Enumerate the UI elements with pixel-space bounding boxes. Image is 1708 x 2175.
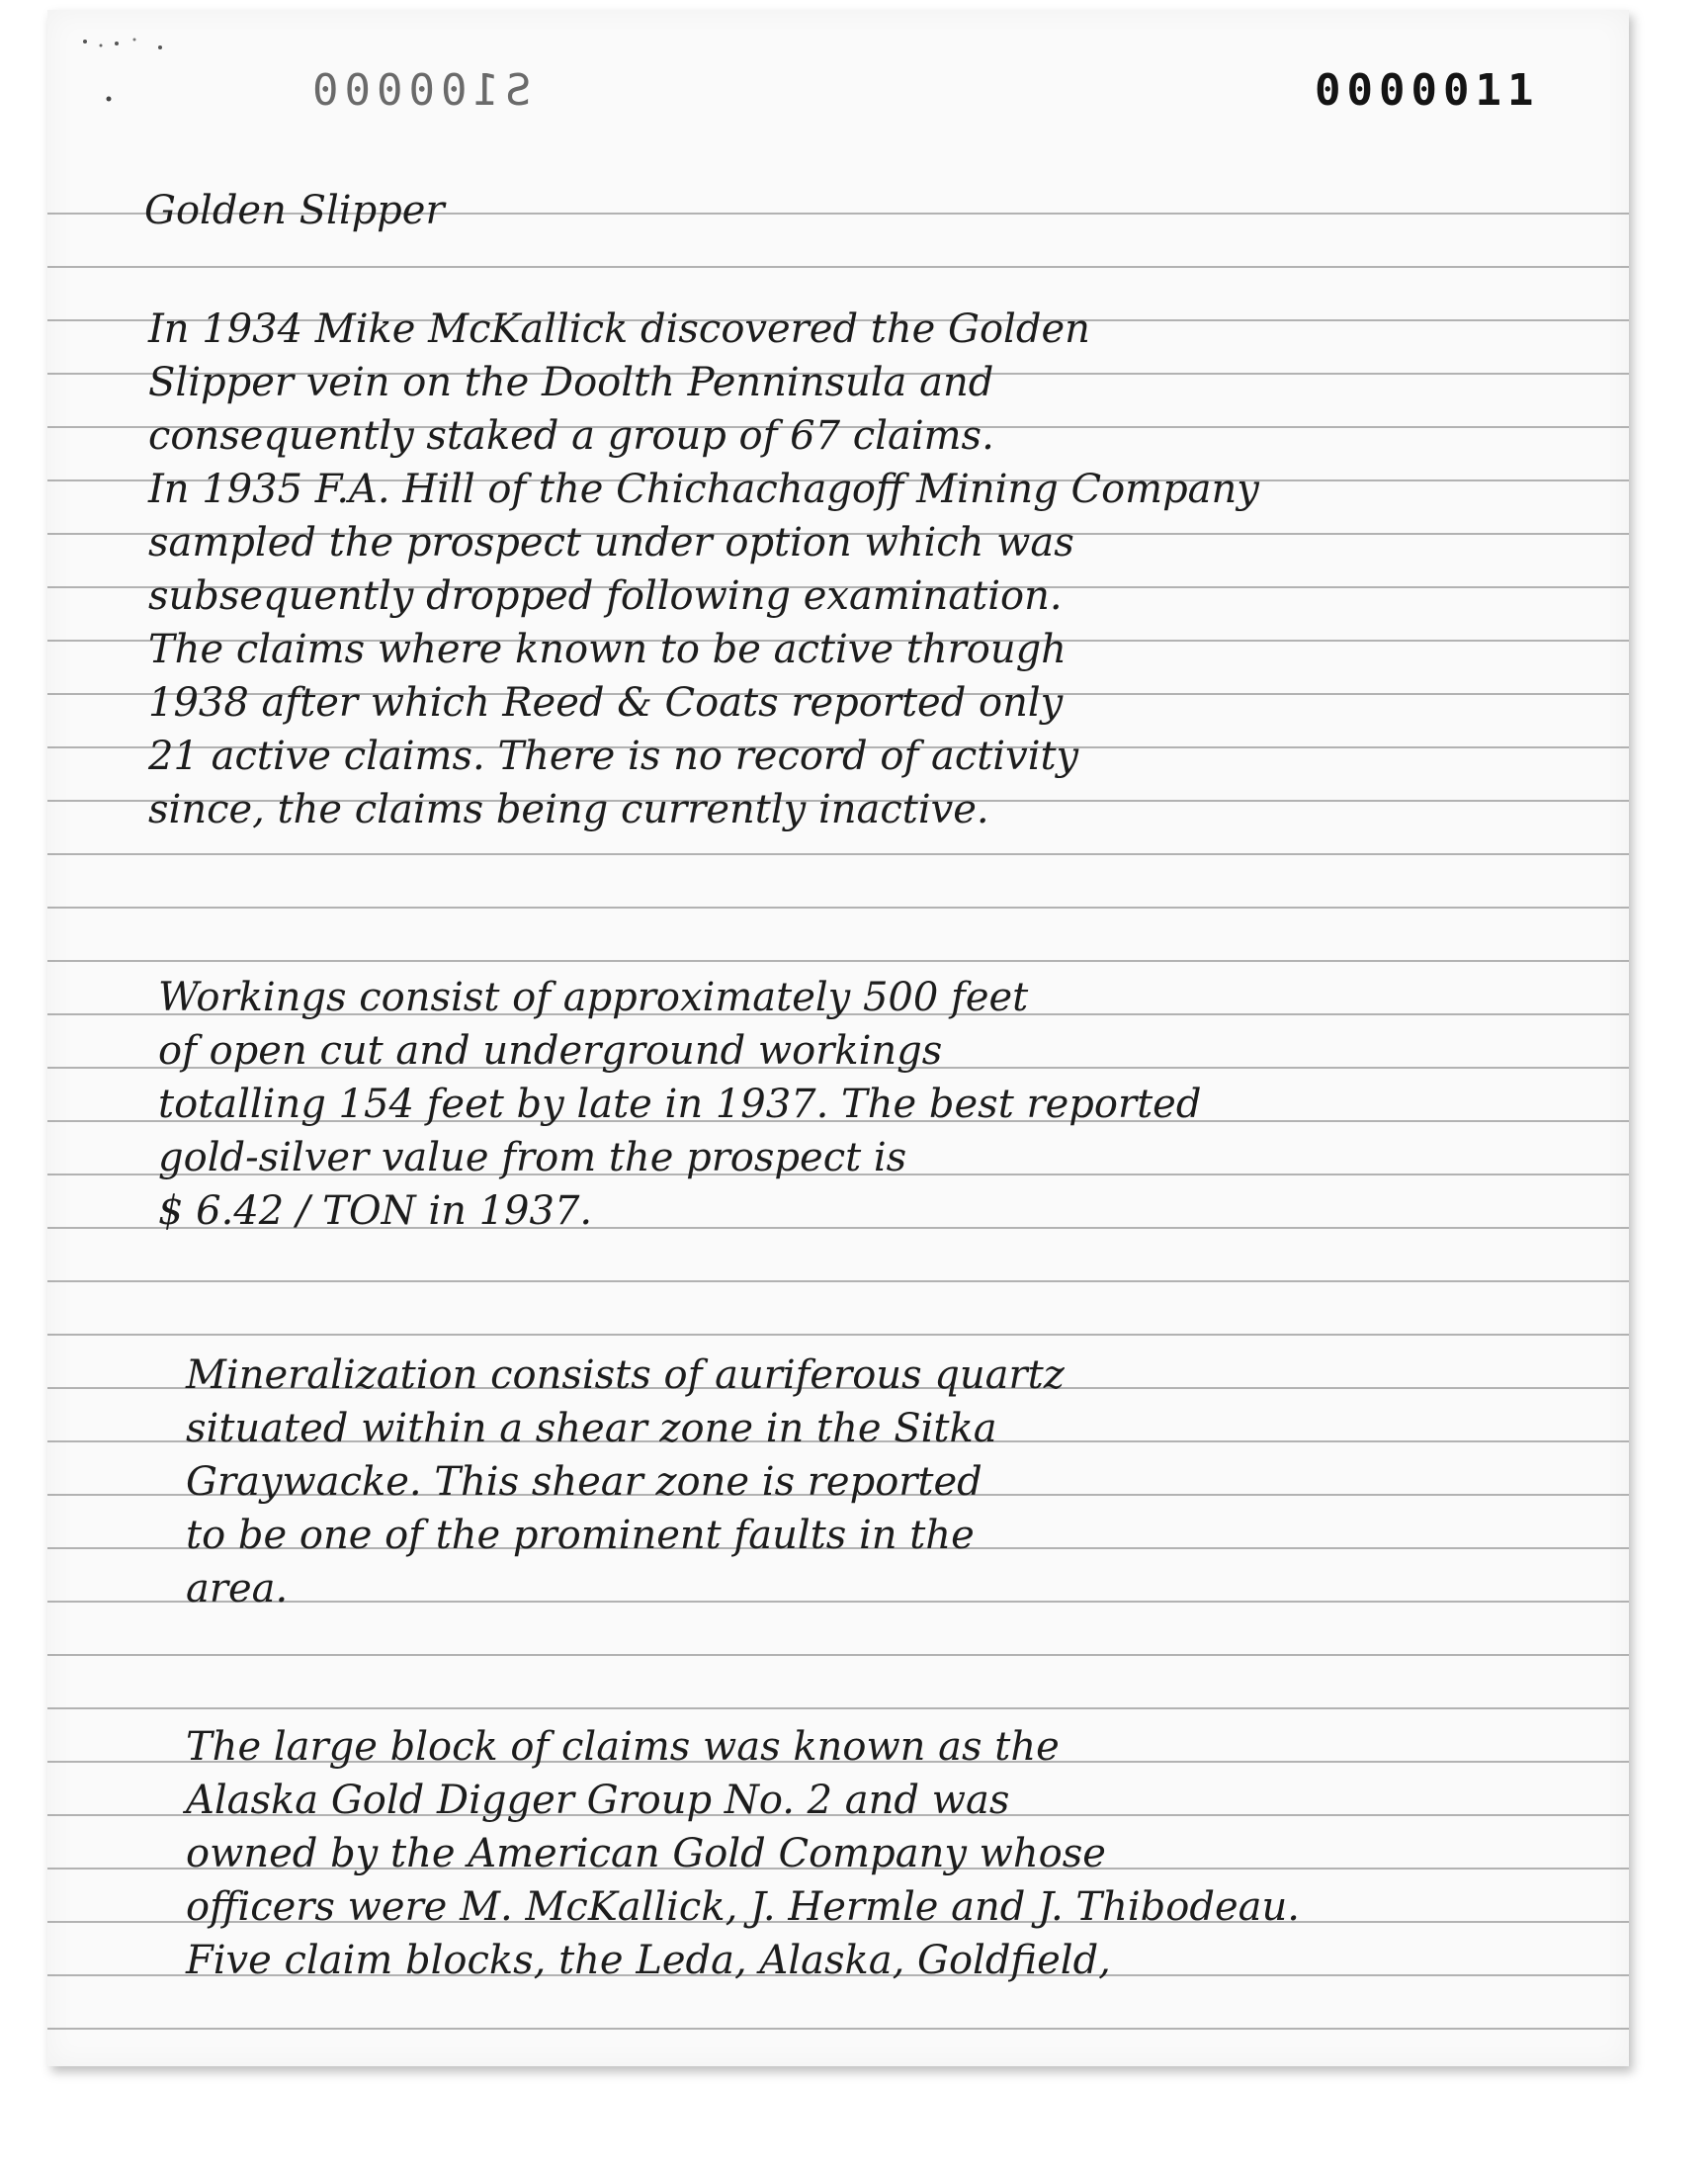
- stamp-number-right: 0000011: [1315, 65, 1540, 116]
- scan-specks: [65, 34, 223, 113]
- page-title: Golden Slipper: [144, 188, 445, 233]
- text-line: since, the claims being currently inactive.: [148, 787, 989, 832]
- text-line: Graywacke. This shear zone is reported: [186, 1459, 982, 1505]
- paragraph-workings: [158, 971, 1201, 1238]
- text-line: The large block of claims was known as the: [186, 1724, 1060, 1770]
- text-line: The claims where known to be active through: [148, 627, 1067, 672]
- text-line: Five claim blocks, the Leda, Alaska, Goldfield,: [186, 1938, 1111, 1983]
- text-line: gold-silver value from the prospect is: [158, 1135, 907, 1180]
- text-line: to be one of the prominent faults in the: [186, 1513, 975, 1558]
- text-line: In 1934 Mike McKallick discovered the Golden: [148, 306, 1090, 352]
- text-line: situated within a shear zone in the Sitka: [186, 1406, 997, 1451]
- paragraph-history: [148, 303, 1259, 836]
- paragraph-ownership: [186, 1720, 1300, 1987]
- text-line: 21 active claims. There is no record of activity: [148, 734, 1079, 779]
- notebook-page: [47, 10, 1629, 2066]
- text-line: of open cut and underground workings: [158, 1028, 943, 1074]
- text-line: Alaska Gold Digger Group No. 2 and was: [186, 1778, 1010, 1823]
- text-line: Mineralization consists of auriferous quartz: [186, 1352, 1065, 1398]
- text-line: area.: [186, 1566, 289, 1611]
- paragraph-mineralization: [186, 1348, 1065, 1615]
- text-line: sampled the prospect under option which was: [148, 520, 1074, 566]
- text-line: owned by the American Gold Company whose: [186, 1831, 1106, 1876]
- text-line: Workings consist of approximately 500 feet: [158, 975, 1029, 1020]
- text-line: $ 6.42 / TON in 1937.: [158, 1188, 593, 1234]
- text-line: Slipper vein on the Doolth Penninsula and: [148, 360, 994, 405]
- text-line: officers were M. McKallick, J. Hermle and J. Thibodeau.: [186, 1884, 1300, 1930]
- text-line: subsequently dropped following examination.: [148, 573, 1063, 619]
- text-line: In 1935 F.A. Hill of the Chichachagoff Mining Company: [148, 467, 1259, 512]
- stamp-number-left: S100000: [306, 65, 532, 116]
- text-line: 1938 after which Reed & Coats reported only: [148, 680, 1064, 726]
- text-line: consequently staked a group of 67 claims.: [148, 413, 994, 459]
- text-line: totalling 154 feet by late in 1937. The best reported: [158, 1082, 1202, 1127]
